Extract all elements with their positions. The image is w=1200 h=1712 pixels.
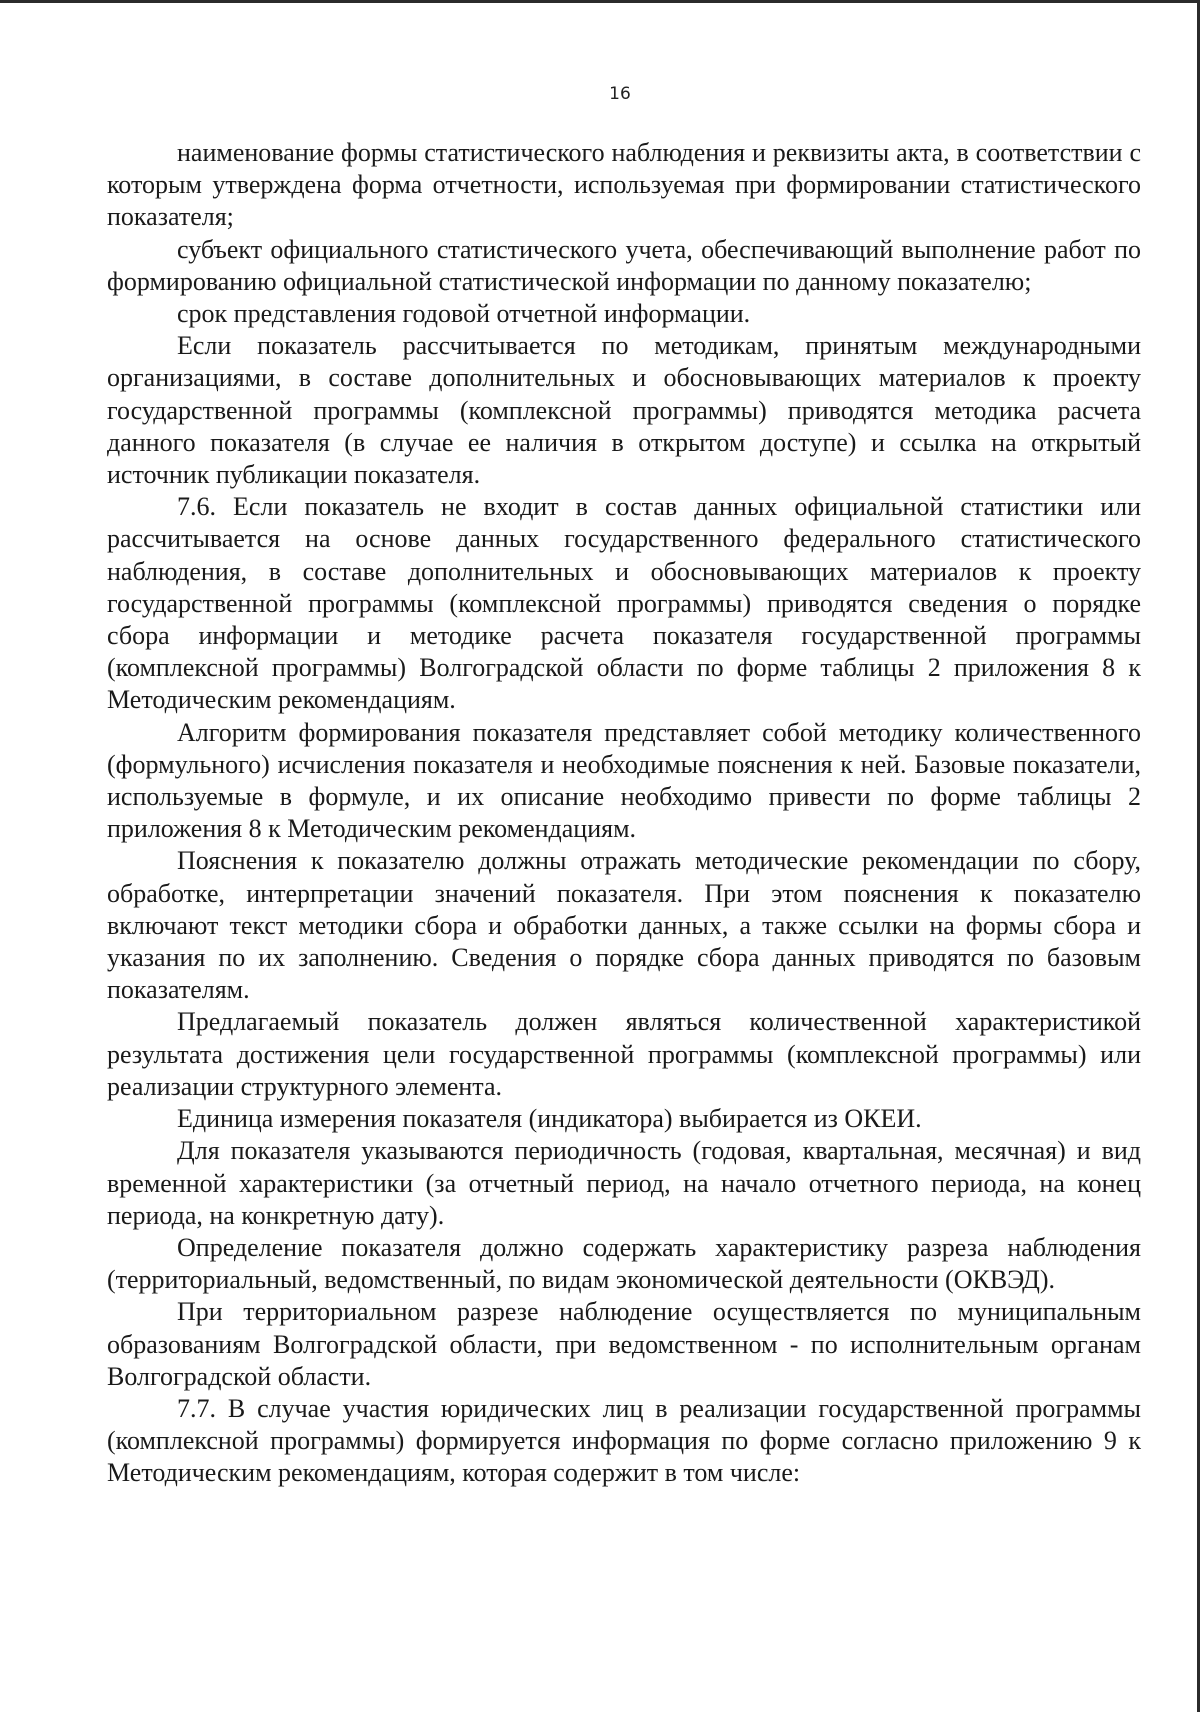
paragraph-international-methods: Если показатель рассчитывается по методикам, принятым международными организациями, в составе дополнительных и обосновывающих материалов к проекту государственной программы (комплексной программы) приводятся методика расчета данного показателя (в случае ее наличия в открытом доступе) и ссылка на открытый источник публикации показателя.	[107, 331, 1141, 490]
paragraph-section-7-7: 7.7. В случае участия юридических лиц в реализации государственной программы (комплексной программы) формируется информация по форме согласно приложению 9 к Методическим рекомендациям, которая содержит в том числе:	[107, 1393, 1141, 1488]
paragraph-explanations: Пояснения к показателю должны отражать методические рекомендации по сбору, обработке, интерпретации значений показателя. При этом пояснения к показателю включают текст методики сбора и обработки данных, а также ссылки на формы сбора и указания по их заполнению. Сведения о порядке сбора данных приводятся по базовым показателям.	[107, 846, 1141, 1005]
paragraph-statistical-subject: субъект официального статистического учета, обеспечивающий выполнение работ по формированию официальной статистической информации по данному показателю;	[107, 234, 1141, 296]
paragraph-algorithm: Алгоритм формирования показателя представляет собой методику количественного (формульного) исчисления показателя и необходимые пояснения к ней. Базовые показатели, используемые в формуле, и их описание необходимо привести по форме таблицы 2 приложения 8 к Методическим рекомендациям.	[107, 717, 1141, 844]
paragraph-report-deadline: срок представления годовой отчетной информации.	[177, 299, 751, 329]
scan-top-edge	[0, 0, 1200, 3]
document-body	[107, 137, 1141, 1490]
paragraph-periodicity: Для показателя указываются периодичность (годовая, квартальная, месячная) и вид временной характеристики (за отчетный период, на начало отчетного периода, на конец периода, на конкретную дату).	[107, 1136, 1141, 1230]
page-number: 16	[609, 84, 631, 104]
paragraph-form-name: наименование формы статистического наблюдения и реквизиты акта, в соответствии с которым утверждена форма отчетности, используемая при формировании статистического показателя;	[107, 138, 1141, 232]
paragraph-territorial-section: При территориальном разрезе наблюдение осуществляется по муниципальным образованиям Волгоградской области, при ведомственном - по исполнительным органам Волгоградской области.	[107, 1297, 1141, 1391]
paragraph-section-7-6: 7.6. Если показатель не входит в состав данных официальной статистики или рассчитывается на основе данных государственного федерального статистического наблюдения, в составе дополнительных и обосновывающих материалов к проекту государственной программы (комплексной программы) приводятся сведения о порядке сбора информации и методике расчета показателя государственной программы (комплексной программы) Волгоградской области по форме таблицы 2 приложения 8 к Методическим рекомендациям.	[107, 492, 1141, 715]
paragraph-proposed-indicator: Предлагаемый показатель должен являться количественной характеристикой результата достижения цели государственной программы (комплексной программы) или реализации структурного элемента.	[107, 1007, 1141, 1101]
paragraph-unit-of-measure: Единица измерения показателя (индикатора) выбирается из ОКЕИ.	[177, 1104, 922, 1134]
paragraph-definition: Определение показателя должно содержать характеристику разреза наблюдения (территориальный, ведомственный, по видам экономической деятельности (ОКВЭД).	[107, 1232, 1141, 1295]
